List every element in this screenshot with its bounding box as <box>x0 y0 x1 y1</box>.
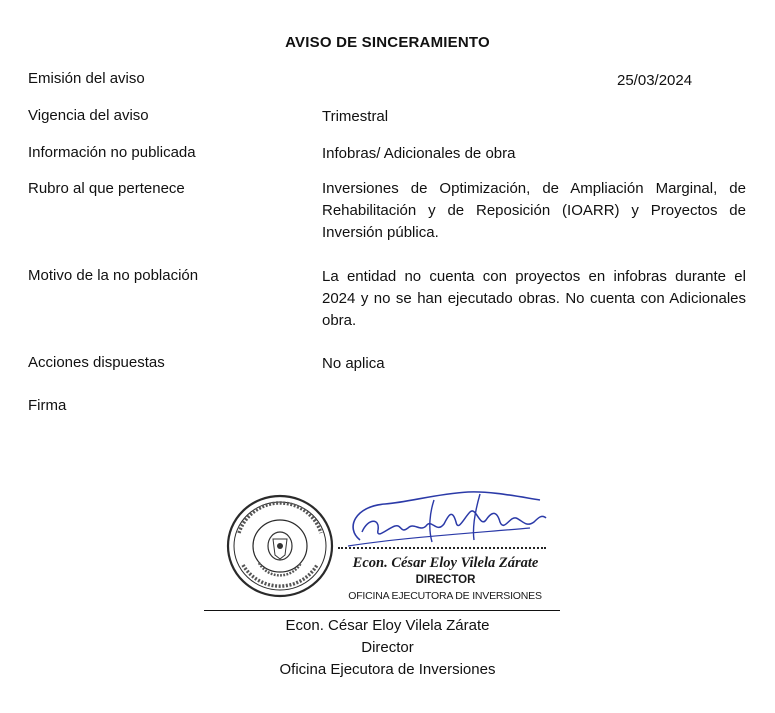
acciones-value: No aplica <box>322 355 385 372</box>
firma-label: Firma <box>28 397 67 414</box>
signatory-name: Econ. César Eloy Vilela Zárate <box>285 617 490 634</box>
motivo-label: Motivo de la no población <box>28 267 199 284</box>
motivo-value: La entidad no cuenta con proyectos en infobras durante el 2024 y no se han ejecutado obras. No cuenta con Adicionales obra. <box>322 268 746 329</box>
handwritten-signature-icon <box>340 488 555 548</box>
official-seal-icon <box>225 493 335 599</box>
emision-label: Emisión del aviso <box>28 70 145 87</box>
signature-line <box>204 610 560 611</box>
vigencia-value: Trimestral <box>322 108 389 125</box>
signatory-office: Oficina Ejecutora de Inversiones <box>279 661 496 678</box>
stamp-role: DIRECTOR <box>415 574 476 586</box>
rubro-value: Inversiones de Optimización, de Ampliación Marginal, de Rehabilitación y de Reposición (IOARR) y Proyectos de Inversión pública. <box>322 180 746 241</box>
vigencia-label: Vigencia del aviso <box>28 107 149 124</box>
document-title: AVISO DE SINCERAMIENTO <box>285 34 490 51</box>
stamp-dotted-line <box>338 547 546 549</box>
stamp-name: Econ. César Eloy Vilela Zárate <box>352 555 539 571</box>
informacion-label: Información no publicada <box>28 144 196 161</box>
emision-date: 25/03/2024 <box>617 72 693 89</box>
stamp-office: OFICINA EJECUTORA DE INVERSIONES <box>348 590 542 602</box>
informacion-value: Infobras/ Adicionales de obra <box>322 145 516 162</box>
signatory-role: Director <box>361 639 414 656</box>
rubro-label: Rubro al que pertenece <box>28 180 185 197</box>
acciones-label: Acciones dispuestas <box>28 354 165 371</box>
